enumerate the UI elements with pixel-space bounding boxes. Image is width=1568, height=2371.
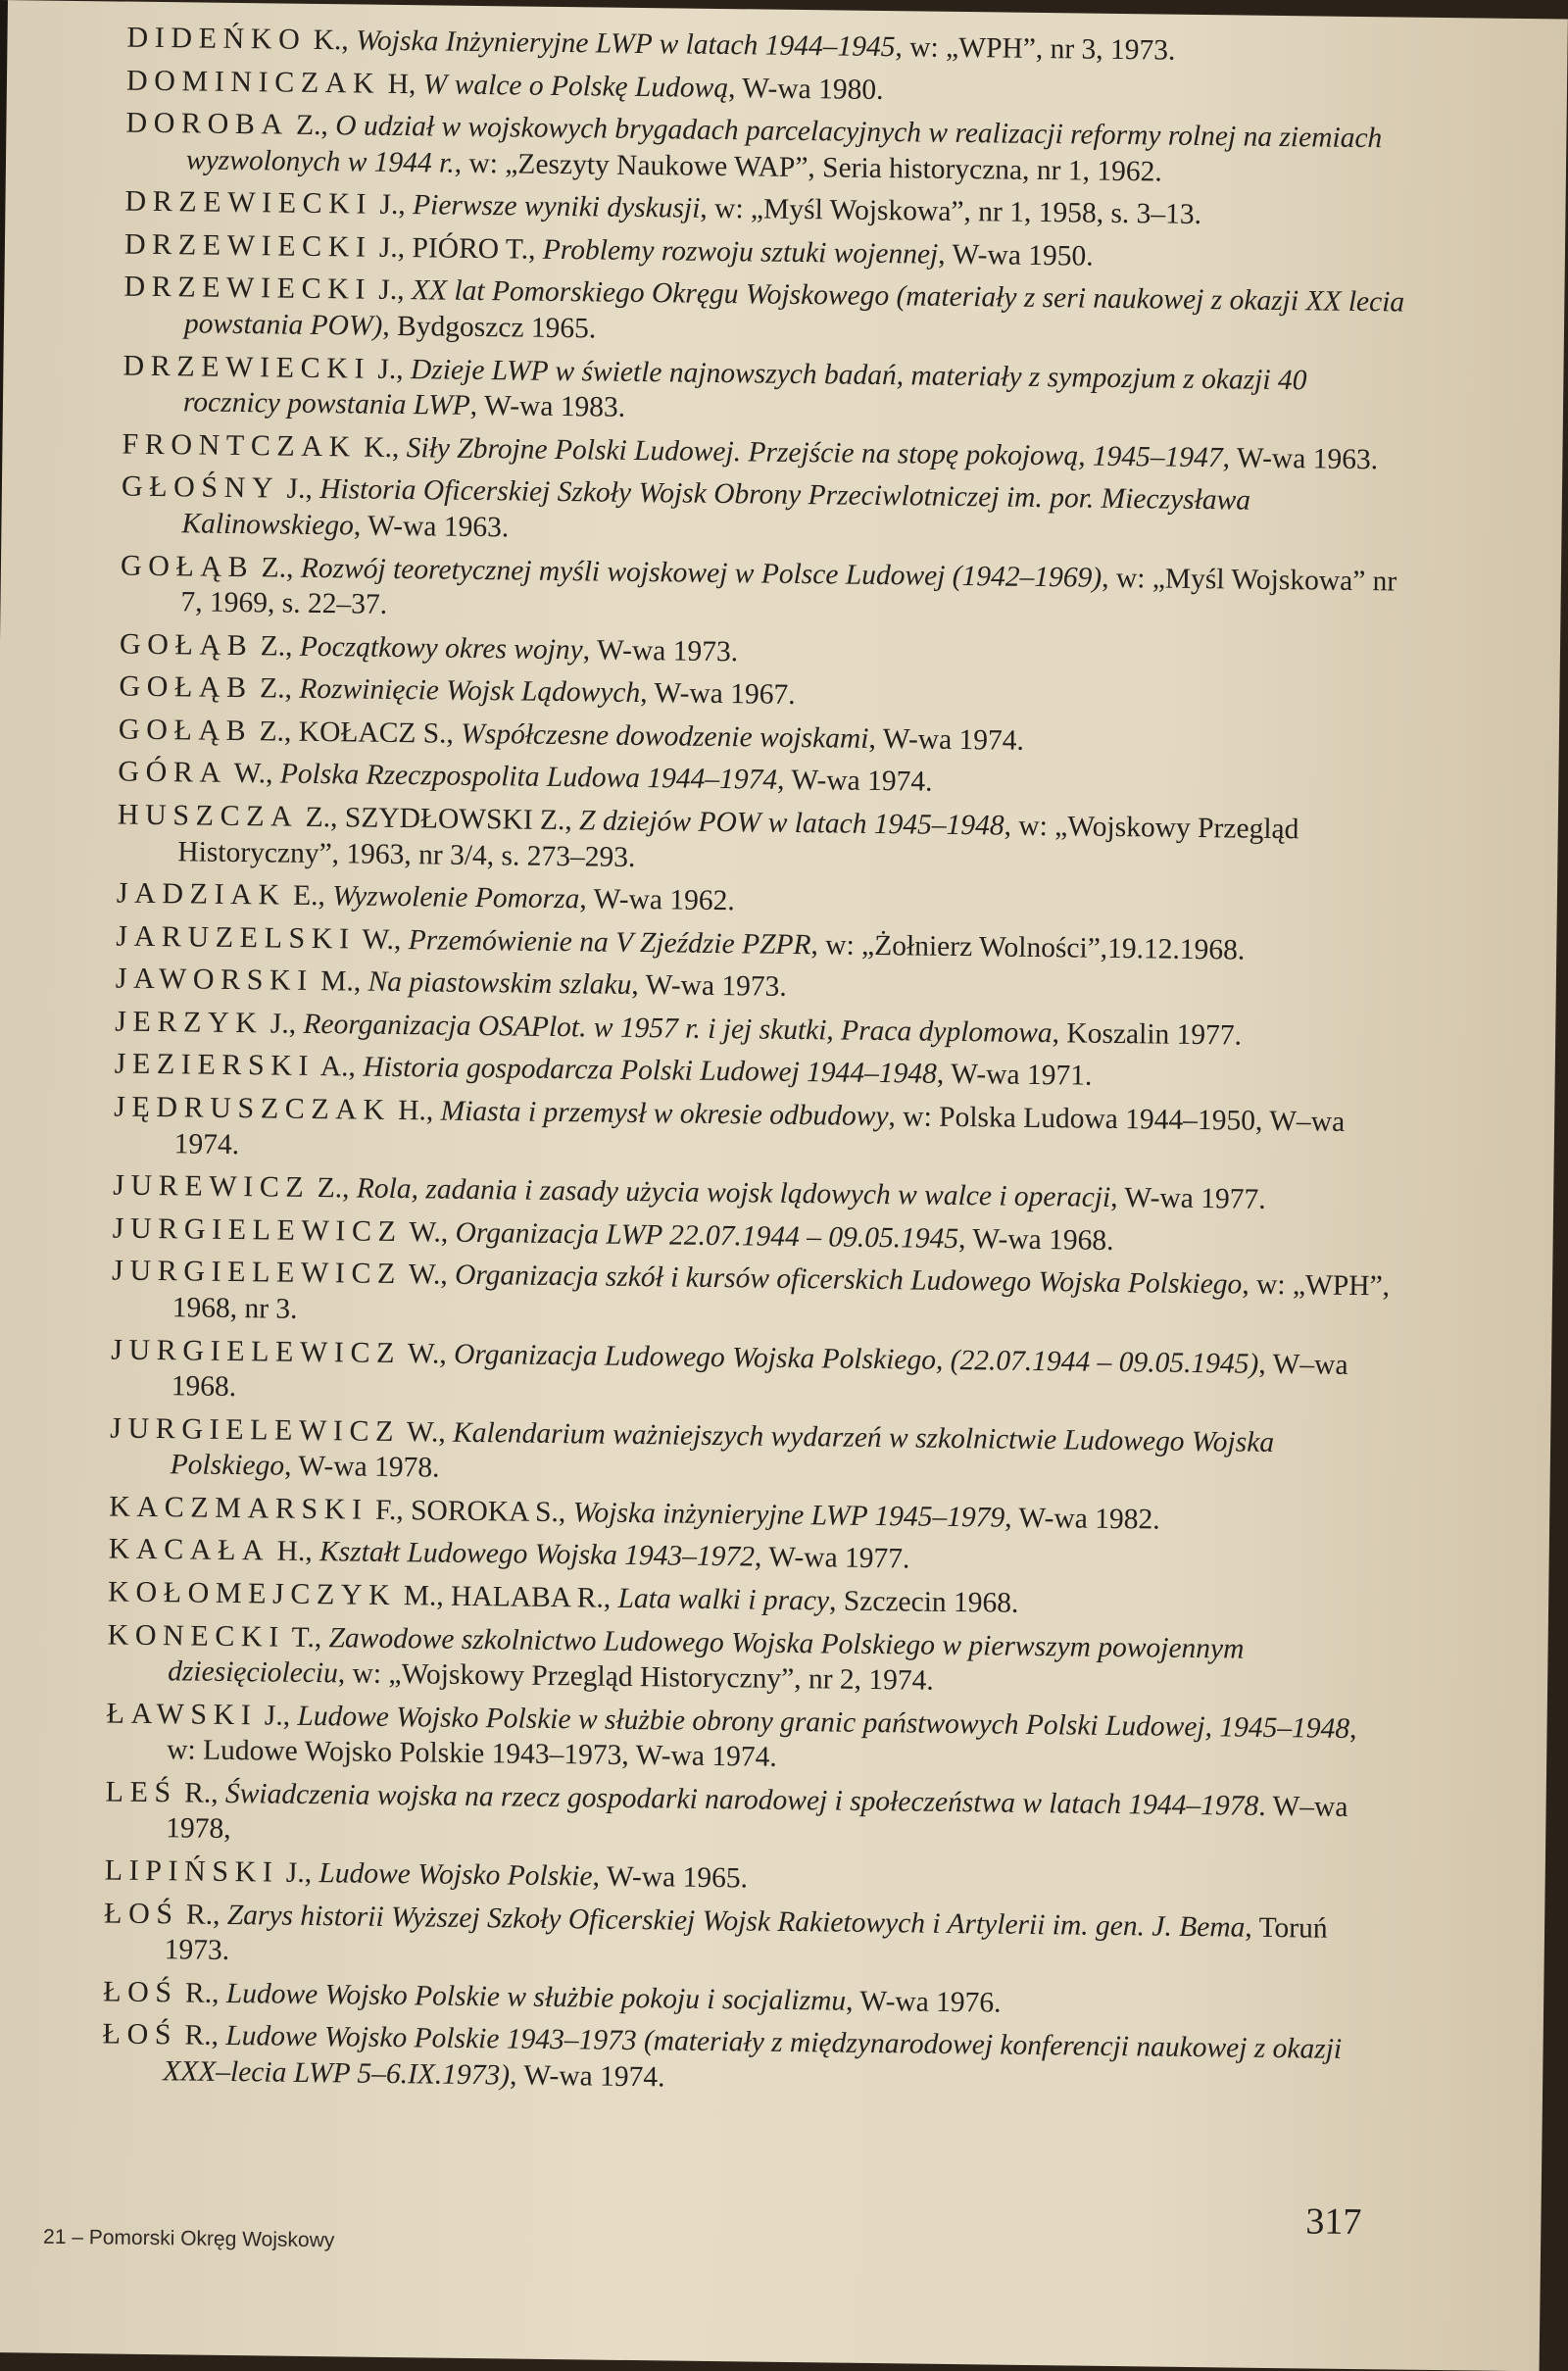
entry-initials: T., [284, 1621, 329, 1654]
bibliography-entry [103, 1895, 1388, 1983]
footer-signature-note: 21 – Pomorski Okręg Wojskowy [42, 2225, 335, 2252]
entry-initials: F., SOROKA S., [368, 1494, 573, 1529]
entry-publication-info: , W-wa 1978. [283, 1450, 440, 1484]
entry-title: Rola, zadania i zasady użycia wojsk lądowych w walce i operacji [356, 1172, 1111, 1214]
entry-initials: J., [370, 274, 413, 307]
entry-title: Zawodowe szkolnictwo Ludowego Wojska Polskiego w pierwszym powojennym dziesięcioleciu [167, 1621, 1245, 1690]
entry-title: Organizacja LWP 22.07.1944 – 09.05.1945 [455, 1216, 959, 1255]
entry-title: Rozwinięcie Wojsk Lądowych [299, 673, 641, 710]
entry-initials: J., [371, 188, 414, 222]
entry-initials: J., PIÓRO T., [371, 231, 544, 266]
entry-author: GOŁĄB [119, 627, 254, 662]
entry-title: Reorganizacja OSAPlot. w 1957 r. i jej skutki, Praca dyplomowa [303, 1008, 1053, 1050]
entry-author: GÓRA [118, 755, 227, 790]
entry-title: Ludowe Wojsko Polskie [318, 1857, 593, 1893]
entry-author: KACAŁA [108, 1532, 270, 1567]
bibliography-entry [117, 797, 1401, 885]
entry-author: GOŁĄB [119, 669, 253, 705]
entry-author: JURGIELEWICZ [111, 1254, 403, 1291]
entry-author: DIDEŃKO [126, 21, 307, 56]
entry-publication-info: , w: „Żołnierz Wolności”,19.12.1968. [810, 928, 1246, 966]
bibliography-entry [111, 1331, 1396, 1419]
bibliography-entry [120, 547, 1404, 635]
bibliography-entry [106, 1695, 1391, 1783]
entry-initials: A., [314, 1051, 364, 1084]
entry-author: LEŚ [105, 1775, 178, 1809]
entry-author: ŁOŚ [102, 1975, 178, 2009]
entry-publication-info: , W-wa 1974. [509, 2059, 665, 2094]
bibliography-entry [111, 1253, 1396, 1341]
bibliography-entry [105, 1773, 1390, 1861]
entry-publication-info: , w: „WPH”, 1968, nr 3. [172, 1268, 1391, 1325]
entry-publication-info: , W-wa 1971. [936, 1059, 1093, 1093]
entry-initials: H., [390, 1094, 441, 1127]
entry-author: HUSZCZA [117, 798, 299, 833]
entry-author: JAWORSKI [115, 962, 315, 998]
entry-author: KONECKI [107, 1618, 286, 1654]
entry-author: JADZIAK [116, 876, 286, 912]
entry-author: JURGIELEWICZ [110, 1332, 402, 1369]
entry-publication-info: , W-wa 1982. [1004, 1502, 1160, 1536]
entry-author: DOMINICZAK [125, 64, 381, 100]
entry-title: Polska Rzeczpospolita Ludowa 1944–1974 [279, 758, 778, 797]
entry-author: GOŁĄB [118, 713, 253, 748]
entry-author: JUREWICZ [113, 1168, 311, 1205]
entry-author: GOŁĄB [120, 549, 255, 583]
entry-initials: Z., [254, 551, 302, 584]
entry-publication-info: , W–wa 1968. [171, 1348, 1348, 1404]
entry-publication-info: , W-wa 1973. [631, 969, 787, 1004]
entry-title: Siły Zbrojne Polski Ludowej. Przejście na stopę pokojową, 1945–1947 [406, 431, 1223, 474]
entry-title: Lata walki i pracy [617, 1582, 830, 1617]
entry-title: Rozwój teoretycznej myśli wojskowej w Polsce Ludowej (1942–1969) [300, 552, 1102, 594]
bibliography-entry [107, 1616, 1392, 1704]
entry-initials: Z., SZYDŁOWSKI Z., [298, 801, 580, 837]
entry-publication-info: , W-wa 1980. [727, 72, 884, 106]
bibliography-entry [110, 1409, 1395, 1498]
entry-publication-info: , w: Ludowe Wojsko Polskie 1943–1973, W-wa 1974. [167, 1712, 1357, 1774]
entry-publication-info: , Szczecin 1968. [828, 1585, 1019, 1619]
entry-author: FRONTCZAK [122, 427, 358, 464]
entry-initials: J., [263, 1008, 304, 1040]
entry-publication-info: , W-wa 1963. [353, 510, 510, 544]
entry-title: XX lat Pomorskiego Okręgu Wojskowego (materiały z seri naukowej z okazji XX lecia powstania POW) [183, 274, 1405, 342]
entry-publication-info: , W-wa 1974. [868, 722, 1025, 757]
entry-title: Początkowy okres wojny [299, 630, 583, 666]
entry-publication-info: . W–wa 1978, [166, 1790, 1348, 1846]
entry-title: Współczesne dowodzenie wojskami [461, 717, 869, 755]
entry-publication-info: , Koszalin 1977. [1052, 1017, 1243, 1052]
entry-initials: W., [355, 923, 409, 956]
entry-title: Na piastowskim szlaku [368, 965, 632, 1002]
entry-author: JEZIERSKI [114, 1047, 316, 1083]
entry-initials: Z., [310, 1172, 358, 1205]
entry-publication-info: , w: Polska Ludowa 1944–1950, W–wa 1974. [173, 1101, 1346, 1161]
entry-title: Organizacja Ludowego Wojska Polskiego, (22.07.1944 – 09.05.1945) [453, 1338, 1259, 1380]
entry-title: Świadczenia wojska na rzecz gospodarki narodowej i społeczeństwa w latach 1944–1978 [224, 1777, 1259, 1822]
entry-initials: K., [306, 24, 357, 57]
entry-initials: R., [178, 1898, 228, 1931]
entry-publication-info: , W-wa 1950. [938, 238, 1094, 272]
entry-publication-info: , w: „Myśl Wojskowa”, nr 1, 1958, s. 3–13. [700, 193, 1202, 231]
entry-author: KOŁOMEJCZYK [107, 1575, 397, 1612]
entry-initials: R., [176, 1777, 226, 1809]
entry-title: Kształt Ludowego Wojska 1943–1972 [318, 1536, 756, 1573]
entry-title: Historia Oficerskiej Szkoły Wojsk Obrony Przeciwlotniczej im. por. Mieczysława Kalinowskiego [181, 473, 1251, 542]
entry-author: ŁAWSKI [106, 1697, 258, 1732]
entry-initials: W., [400, 1337, 455, 1370]
entry-author: ŁOŚ [103, 1897, 179, 1930]
entry-initials: H, [380, 68, 423, 100]
entry-initials: M., [313, 965, 368, 998]
bibliography-entry [125, 105, 1410, 193]
entry-publication-info: , W-wa 1965. [592, 1860, 749, 1895]
entry-author: JARUZELSKI [116, 919, 356, 956]
entry-initials: Z., [252, 672, 300, 706]
bibliography-entry [102, 2016, 1387, 2104]
entry-initials: M., HALABA R., [396, 1580, 618, 1614]
entry-title: Wojska Inżynieryjne LWP w latach 1944–1945 [355, 25, 896, 64]
entry-author: DRZEWIECKI [123, 271, 372, 307]
entry-title: Ludowe Wojsko Polskie 1943–1973 (materiały z międzynarodowej konferencji naukowej z okazji XXX–lecia LWP 5–6.IX.1973) [163, 2020, 1343, 2092]
entry-publication-info: , W-wa 1983. [469, 390, 626, 424]
entry-publication-info: , W-wa 1968. [957, 1222, 1114, 1257]
bibliography-list [102, 20, 1411, 2110]
bibliography-entry [114, 1089, 1398, 1177]
entry-publication-info: , W-wa 1973. [582, 633, 739, 667]
page-binding-edge [0, 0, 8, 2352]
entry-publication-info: , Toruń 1973. [164, 1911, 1328, 1967]
entry-initials: J., [369, 353, 412, 385]
page-number: 317 [1305, 2200, 1362, 2244]
entry-title: Wojska inżynieryjne LWP 1945–1979 [572, 1497, 1005, 1534]
entry-initials: W., [401, 1259, 456, 1292]
entry-title: Organizacja szkół i kursów oficerskich Ludowego Wojska Polskiego [454, 1260, 1243, 1301]
entry-publication-info: , W-wa 1977. [754, 1541, 910, 1575]
entry-initials: Z., [253, 629, 301, 663]
entry-initials: Z., [288, 109, 336, 142]
entry-title: Z dziejów POW w latach 1945–1948 [578, 805, 1004, 842]
entry-author: LIPIŃSKI [104, 1853, 279, 1889]
entry-title: Pierwsze wyniki dyskusji [412, 189, 701, 225]
entry-initials: H., [270, 1535, 320, 1568]
entry-author: ŁOŚ [102, 2017, 178, 2051]
entry-publication-info: , W-wa 1974. [776, 765, 933, 799]
entry-initials: J., [257, 1700, 298, 1732]
entry-publication-info: , W-wa 1977. [1110, 1182, 1266, 1216]
entry-initials: R., [177, 1977, 227, 2009]
entry-initials: E., [285, 879, 333, 913]
entry-publication-info: , w: „Zeszyty Naukowe WAP”, Seria historyczna, nr 1, 1962. [454, 147, 1162, 188]
entry-initials: W., [399, 1415, 454, 1449]
entry-author: JĘDRUSZCZAK [114, 1090, 392, 1126]
entry-author: JURGIELEWICZ [112, 1211, 403, 1248]
entry-publication-info: , W-wa 1963. [1222, 442, 1379, 475]
entry-author: DOROBA [125, 106, 289, 141]
entry-title: Problemy rozwoju sztuki wojennej [542, 233, 939, 271]
entry-publication-info: , W-wa 1962. [579, 883, 735, 917]
bibliography-entry [122, 347, 1407, 435]
entry-title: Dzieje LWP w świetle najnowszych badań, materiały z sympozjum z okazji 40 rocznicy powstania LWP [182, 353, 1307, 422]
entry-title: Przemówienie na V Zjeździe PZPR [408, 923, 811, 961]
entry-title: Zarys historii Wyższej Szkoły Oficerskiej Wojsk Rakietowych i Artylerii im. gen. J. Bema [226, 1899, 1246, 1944]
entry-title: O udział w wojskowych brygadach parcelacyjnych w realizacji reformy rolnej na ziemiach wyzwolonych w 1944 r. [185, 110, 1383, 179]
entry-author: DRZEWIECKI [124, 184, 373, 221]
entry-publication-info: , w: „Wojskowy Przegląd Historyczny”, nr 2, 1974. [337, 1657, 934, 1697]
entry-initials: R., [176, 2019, 226, 2052]
entry-initials: J., [278, 1856, 319, 1890]
bibliography-entry [121, 469, 1405, 557]
entry-publication-info: , w: „Myśl Wojskowa” nr 7, 1969, s. 22–37. [180, 562, 1397, 620]
entry-publication-info: , W-wa 1967. [640, 677, 796, 712]
entry-title: Historia gospodarcza Polski Ludowej 1944–1948 [363, 1052, 938, 1091]
entry-author: JERZYK [115, 1005, 264, 1040]
entry-title: Wyzwolenie Pomorza [332, 880, 580, 915]
entry-author: KACZMARSKI [109, 1490, 368, 1526]
entry-publication-info: , w: „WPH”, nr 3, 1973. [895, 31, 1176, 67]
entry-publication-info: , w: „Wojskowy Przegląd Historyczny”, 1963, nr 3/4, s. 273–293. [177, 810, 1299, 873]
entry-initials: Z., KOŁACZ S., [252, 716, 462, 750]
entry-author: JURGIELEWICZ [110, 1411, 401, 1448]
entry-author: DRZEWIECKI [122, 349, 371, 385]
entry-title: Miasta i przemysł w okresie odbudowy [440, 1095, 889, 1133]
entry-title: Kalendarium ważniejszych wydarzeń w szkolnictwie Ludowego Wojska Polskiego [170, 1416, 1275, 1482]
entry-title: Ludowe Wojsko Polskie w służbie obrony granic państwowych Polski Ludowej, 1945–1948 [297, 1700, 1350, 1745]
entry-title: W walce o Polskę Ludową [422, 68, 729, 104]
bibliography-entry [123, 269, 1408, 357]
entry-title: Ludowe Wojsko Polskie w służbie pokoju i socjalizmu [225, 1977, 847, 2017]
entry-author: DRZEWIECKI [123, 227, 372, 264]
entry-author: GŁOŚNY [121, 469, 280, 505]
entry-publication-info: , Bydgoszcz 1965. [382, 310, 597, 345]
entry-initials: W., [402, 1215, 456, 1249]
entry-publication-info: , W-wa 1976. [845, 1985, 1002, 2019]
entry-initials: W., [226, 758, 281, 790]
entry-initials: K., [356, 431, 407, 464]
entry-initials: J., [279, 472, 320, 506]
